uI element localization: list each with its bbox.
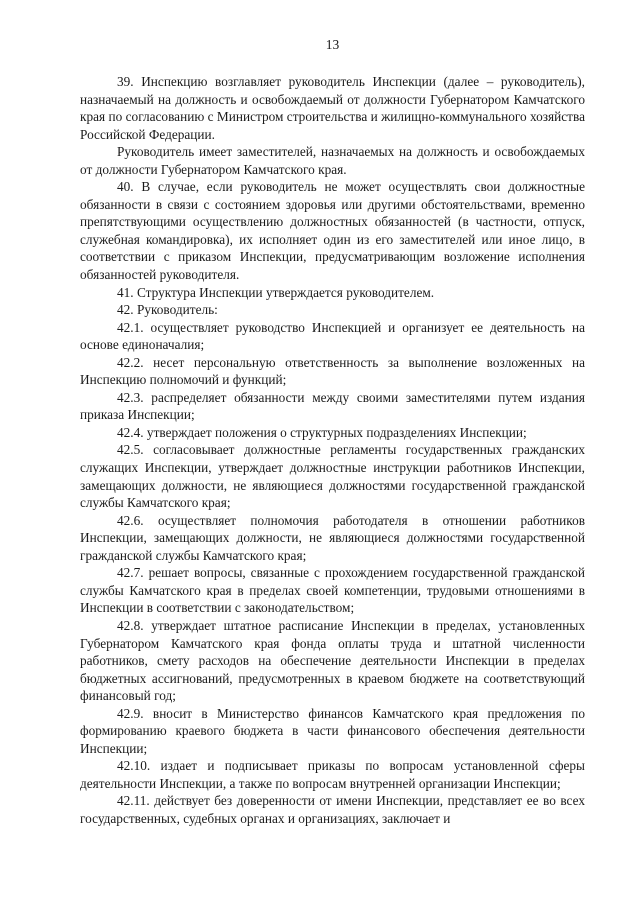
page-number: 13 bbox=[325, 37, 340, 52]
paragraph-39-deputies: Руководитель имеет заместителей, назначаемых на должность и освобождаемых от должности Губернатором Камчатского края. bbox=[80, 144, 585, 177]
paragraph-42-4: 42.4. утверждает положения о структурных подразделениях Инспекции; bbox=[117, 424, 527, 440]
paragraph-42-6: 42.6. осуществляет полномочия работодателя в отношении работников Инспекции, замещающих должности, не являющиеся должностями государственной гражданской службы Камчатского края; bbox=[80, 512, 585, 563]
paragraph-42-10: 42.10. издает и подписывает приказы по вопросам установленной сферы деятельности Инспекции, а также по вопросам внутренней организации Инспекции; bbox=[80, 758, 585, 791]
paragraph-40: 40. В случае, если руководитель не может осуществлять свои должностные обязанности в связи с состоянием здоровья или другими обстоятельствами, временно препятствующими осуществлению должностных обязанностей (в частности, отпуск, служебная командировка), их исполняет один из его заместителей или иное лицо, в соответствии с приказом Инспекции, предусматривающим возложение исполнения обязанностей руководителя. bbox=[80, 179, 585, 283]
paragraph-42-5: 42.5. согласовывает должностные регламенты государственных гражданских служащих Инспекции, утверждает должностные инструкции работников Инспекции, замещающих должности, не являющиеся должностями государственной гражданской службы Камчатского края; bbox=[80, 442, 585, 511]
document-body bbox=[80, 73, 585, 828]
paragraph-42-9: 42.9. вносит в Министерство финансов Камчатского края предложения по формированию краевого бюджета в части финансового обеспечения деятельности Инспекции; bbox=[80, 705, 585, 756]
paragraph-41: 41. Структура Инспекции утверждается руководителем. bbox=[117, 284, 435, 300]
paragraph-42-11: 42.11. действует без доверенности от имени Инспекции, представляет ее во всех государственных, судебных органах и организациях, заключает и bbox=[80, 793, 585, 826]
paragraph-42-3: 42.3. распределяет обязанности между своими заместителями путем издания приказа Инспекции; bbox=[80, 389, 585, 423]
paragraph-42: 42. Руководитель: bbox=[117, 302, 218, 318]
paragraph-42-2: 42.2. несет персональную ответственность за выполнение возложенных на Инспекцию полномочий и функций; bbox=[80, 354, 585, 388]
paragraph-39: 39. Инспекцию возглавляет руководитель Инспекции (далее – руководитель), назначаемый на должность и освобождаемый от должности Губернатором Камчатского края по согласованию с Министром строительства и жилищно-коммунального хозяйства Российской Федерации. bbox=[80, 74, 585, 142]
paragraph-42-8: 42.8. утверждает штатное расписание Инспекции в пределах, установленных Губернатором Камчатского края фонда оплаты труда и штатной численности работников, смету расходов на обеспечение деятельности Инспекции в пределах бюджетных ассигнований, предусмотренных в краевом бюджете на соответствующий финансовый год; bbox=[80, 617, 585, 704]
paragraph-42-1: 42.1. осуществляет руководство Инспекцией и организует ее деятельность на основе единоначалия; bbox=[80, 319, 585, 353]
paragraph-42-7: 42.7. решает вопросы, связанные с прохождением государственной гражданской службы Камчатского края в пределах своей компетенции, трудовыми отношениями в Инспекции в соответствии с законодательством; bbox=[80, 565, 585, 616]
